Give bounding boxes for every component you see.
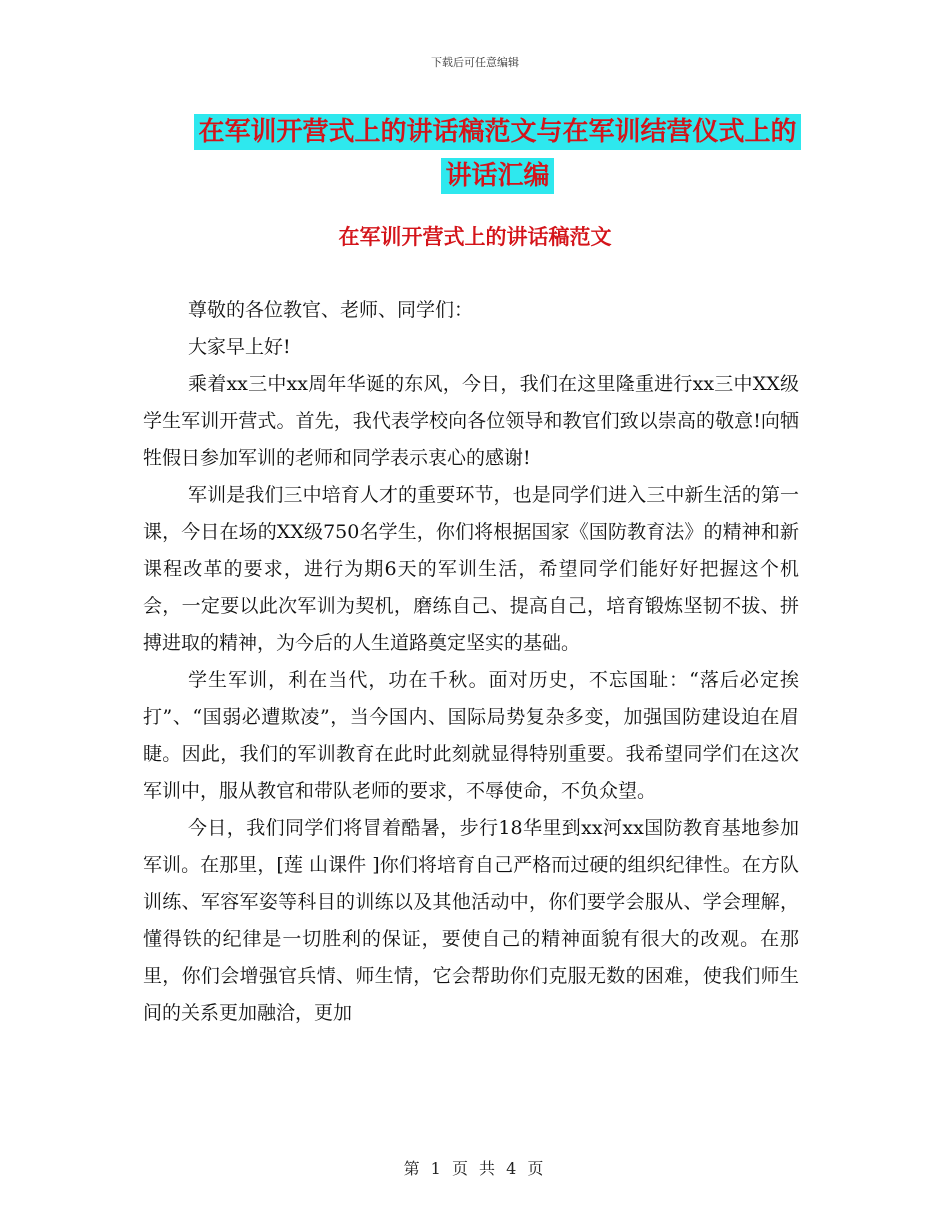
main-title [190, 110, 805, 198]
paragraph: 学生军训，利在当代，功在千秋。面对历史，不忘国耻：“落后必定挨打”、“国弱必遭欺凌”，当今国内、国际局势复杂多变，加强国防建设迫在眉睫。因此，我们的军训教育在此时此刻就显得特别重要。我希望同学们在这次军训中，服从教官和带队老师的要求，不辱使命，不负众望。 [143, 669, 799, 802]
greeting: 大家早上好! [188, 336, 291, 358]
paragraph: 今日，我们同学们将冒着酷暑，步行18华里到xx河xx国防教育基地参加军训。在那里，[莲 山课件 ]你们将培育自己严格而过硬的组织纪律性。在方队训练、军容军姿等科目的训练以及其他活动中，你们要学会服从、学会理解，懂得铁的纪律是一切胜利的保证，要使自己的精神面貌有很大的改观。在那里，你们会增强官兵情、师生情，它会帮助你们克服无数的困难，使我们师生间的关系更加融洽，更加 [143, 817, 799, 1024]
paragraph: 军训是我们三中培育人才的重要环节，也是同学们进入三中新生活的第一课，今日在场的XX级750名学生，你们将根据国家《国防教育法》的精神和新课程改革的要求，进行为期6天的军训生活，希望同学们能好好把握这个机会，一定要以此次军训为契机，磨练自己、提高自己，培育锻炼坚韧不拔、拼搏进取的精神，为今后的人生道路奠定坚实的基础。 [143, 484, 799, 654]
main-title-text: 在军训开营式上的讲话稿范文与在军训结营仪式上的讲话汇编 [194, 114, 800, 194]
paragraph: 乘着xx三中xx周年华诞的东风，今日，我们在这里隆重进行xx三中XX级学生军训开营式。首先，我代表学校向各位领导和教官们致以崇高的敬意!向牺牲假日参加军训的老师和同学表示衷心的感谢! [143, 373, 799, 469]
header-note: 下载后可任意编辑 [431, 56, 519, 69]
salutation: 尊敬的各位教官、老师、同学们： [188, 299, 474, 321]
page-footer: 第 1 页 共 4 页 [403, 1159, 547, 1178]
section-title: 在军训开营式上的讲话稿范文 [338, 225, 612, 249]
body-content [143, 292, 799, 1032]
